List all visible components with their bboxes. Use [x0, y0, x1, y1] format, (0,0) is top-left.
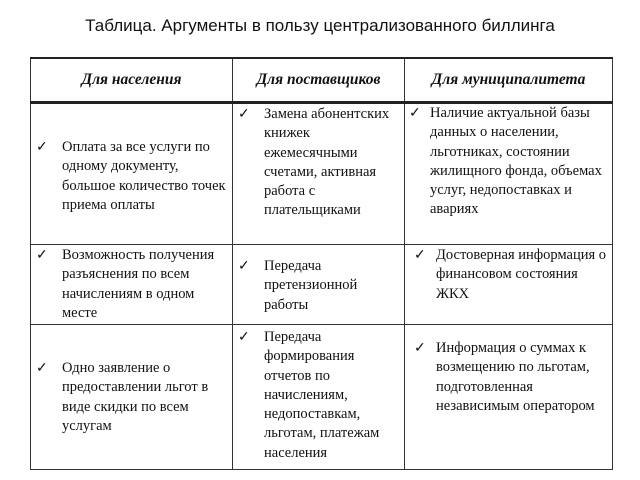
table-cell — [405, 103, 613, 245]
table-row — [31, 103, 613, 245]
table-cell — [31, 245, 233, 325]
cell-text: Возможность получения разъяснения по всем начислениям в одном месте — [62, 247, 215, 321]
cell-text: Одно заявление о предоставлении льгот в виде скидки по всем услугам — [62, 360, 209, 434]
table-cell — [31, 103, 233, 245]
table-cell — [405, 245, 613, 325]
header-suppliers: Для поставщиков — [233, 58, 405, 103]
page-title: Таблица. Аргументы в пользу централизованного биллинга — [85, 16, 555, 35]
table-cell — [233, 103, 405, 245]
cell-text: Наличие актуальной базы данных о населении, льготниках, состоянии жилищного фонда, объемах услуг, недопоставках и авариях — [430, 105, 602, 218]
list-item — [238, 328, 402, 463]
table-cell — [233, 325, 405, 470]
table-header-row — [31, 58, 613, 103]
header-population: Для населения — [31, 58, 233, 103]
table-row — [31, 325, 613, 470]
list-item — [238, 105, 402, 221]
table-row — [31, 245, 613, 325]
check-icon: ✓ — [414, 341, 426, 356]
list-item — [238, 257, 402, 315]
cell-text: Оплата за все услуги по одному документу, большое количество точек приема оплаты — [62, 139, 226, 213]
list-item — [410, 339, 610, 416]
check-icon: ✓ — [409, 106, 421, 121]
check-icon: ✓ — [238, 330, 250, 345]
list-item — [36, 359, 230, 436]
cell-text: Передача формирования отчетов по начислениям, недопоставкам, льготам, платежам населения — [264, 329, 380, 461]
cell-text: Достоверная информация о финансовом состояния ЖКХ — [436, 247, 607, 302]
header-municipality: Для муниципалитета — [405, 58, 613, 103]
check-icon: ✓ — [414, 248, 426, 263]
cell-text: Передача претензионной работы — [264, 258, 358, 313]
cell-text: Информация о суммах к возмещению по льготам, подготовленная независимым оператором — [436, 340, 595, 414]
check-icon: ✓ — [238, 107, 250, 122]
check-icon: ✓ — [36, 248, 48, 263]
check-icon: ✓ — [36, 361, 48, 376]
table-cell — [405, 325, 613, 470]
table-cell — [31, 325, 233, 470]
arguments-table — [30, 57, 613, 470]
check-icon: ✓ — [36, 140, 48, 155]
check-icon: ✓ — [238, 259, 250, 274]
table-cell — [233, 245, 405, 325]
cell-text: Замена абонентских книжек ежемесячными счетами, активная работа с плательщиками — [264, 106, 390, 219]
list-item — [36, 246, 230, 323]
list-item — [410, 104, 610, 220]
list-item — [410, 246, 610, 304]
list-item — [36, 138, 230, 215]
